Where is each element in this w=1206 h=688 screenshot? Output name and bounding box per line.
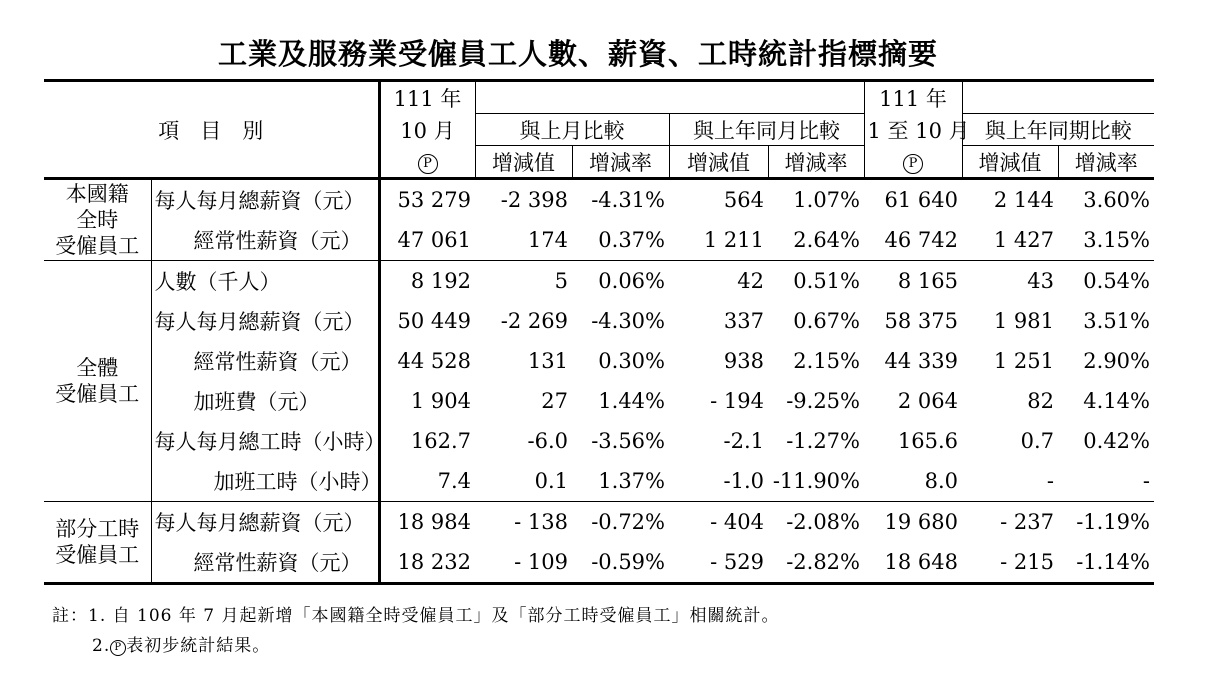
header-period2-line1: 111 年 bbox=[864, 81, 962, 114]
prelim-circle-icon: P bbox=[903, 154, 923, 174]
cell-value: 18 232 bbox=[397, 550, 471, 574]
cell-ytd-rate: 3.15% bbox=[1083, 228, 1150, 252]
group-label-all-employees bbox=[44, 261, 151, 502]
cell-yoy-rate: -9.25% bbox=[786, 389, 860, 413]
row-label: 人數（千人） bbox=[151, 261, 379, 302]
cell-value: 50 449 bbox=[397, 309, 471, 333]
footnote-2 bbox=[92, 631, 270, 656]
summary-table bbox=[44, 79, 1154, 585]
cell-ytd-val: 1 427 bbox=[993, 228, 1054, 252]
footnote-1: 註：1. 自 106 年 7 月起新增「本國籍全時受僱員工」及「部分工時受僱員工」相關統計。 bbox=[52, 606, 780, 626]
header-row-1 bbox=[44, 81, 1154, 114]
prelim-mark-1 bbox=[379, 146, 475, 179]
summary-table-wrap bbox=[44, 79, 1154, 585]
cell-yoy-val: - 194 bbox=[710, 389, 764, 413]
cell-mom-rate: 0.06% bbox=[598, 269, 665, 293]
cell-mom-rate: 0.37% bbox=[598, 228, 665, 252]
cell-ytd: 18 648 bbox=[884, 550, 958, 574]
table-row bbox=[44, 542, 1154, 584]
cell-yoy-val: - 529 bbox=[710, 550, 764, 574]
group-label-line: 受僱員工 bbox=[55, 234, 140, 258]
table-row bbox=[44, 261, 1154, 302]
page-title: 工業及服務業受僱員工人數、薪資、工時統計指標摘要 bbox=[217, 37, 938, 71]
cell-mom-rate: -3.56% bbox=[591, 429, 665, 453]
cell-mom-val: 174 bbox=[527, 228, 568, 252]
cell-yoy-rate: 0.67% bbox=[793, 309, 860, 333]
row-label: 加班費（元） bbox=[151, 381, 379, 421]
cell-mom-val: -2 269 bbox=[500, 309, 568, 333]
cell-mom-rate: 0.30% bbox=[598, 349, 665, 373]
cell-mom-val: 131 bbox=[527, 349, 568, 373]
cell-ytd: 44 339 bbox=[884, 349, 958, 373]
cell-value: 53 279 bbox=[397, 188, 471, 212]
row-label: 每人每月總薪資（元） bbox=[151, 502, 379, 543]
header-chg-val-1: 增減值 bbox=[475, 146, 572, 179]
cell-yoy-rate: 0.51% bbox=[793, 269, 860, 293]
row-label: 加班工時（小時） bbox=[151, 461, 379, 502]
cell-ytd-rate: 0.42% bbox=[1083, 429, 1150, 453]
cell-ytd-rate: 4.14% bbox=[1083, 389, 1150, 413]
header-chg-rate-3: 增減率 bbox=[1074, 150, 1138, 175]
table-row bbox=[44, 461, 1154, 502]
cell-ytd: 61 640 bbox=[884, 188, 958, 212]
cell-ytd: 8 165 bbox=[897, 269, 958, 293]
cell-value: 162.7 bbox=[410, 429, 471, 453]
header-chg-rate-1: 增減率 bbox=[572, 146, 669, 179]
row-label: 經常性薪資（元） bbox=[151, 341, 379, 381]
cell-ytd: 46 742 bbox=[884, 228, 958, 252]
cell-ytd-val: 1 981 bbox=[993, 309, 1054, 333]
row-label: 每人每月總薪資（元） bbox=[151, 301, 379, 341]
prelim-circle-icon: P bbox=[418, 154, 438, 174]
group-label-line: 受僱員工 bbox=[55, 543, 140, 567]
header-period1-line2: 10 月 bbox=[379, 114, 475, 146]
cell-mom-rate: -4.30% bbox=[591, 309, 665, 333]
cell-ytd: 19 680 bbox=[884, 510, 958, 534]
cell-mom-rate: -0.59% bbox=[591, 550, 665, 574]
cell-yoy-rate: 2.15% bbox=[793, 349, 860, 373]
header-mom: 與上月比較 bbox=[475, 114, 669, 146]
cell-ytd-val: 43 bbox=[1027, 269, 1054, 293]
header-chg-rate-2: 增減率 bbox=[768, 146, 864, 179]
cell-ytd: 165.6 bbox=[897, 429, 958, 453]
cell-ytd-val: - bbox=[1046, 469, 1054, 493]
cell-mom-val: 27 bbox=[541, 389, 568, 413]
cell-mom-val: - 109 bbox=[514, 550, 568, 574]
cell-yoy-rate: 2.64% bbox=[793, 228, 860, 252]
cell-yoy-rate: -11.90% bbox=[772, 469, 860, 493]
cell-yoy-rate: -2.08% bbox=[786, 510, 860, 534]
header-period2-line2: 1 至 10 月 bbox=[864, 114, 962, 146]
cell-value: 18 984 bbox=[397, 510, 471, 534]
prelim-mark-2 bbox=[864, 146, 962, 179]
cell-yoy-val: -1.0 bbox=[723, 469, 764, 493]
header-spacer bbox=[475, 81, 864, 114]
group-label-line: 受僱員工 bbox=[55, 382, 140, 406]
cell-ytd-rate: 2.90% bbox=[1083, 349, 1150, 373]
cell-ytd-rate: 3.60% bbox=[1083, 188, 1150, 212]
cell-yoy-rate: -1.27% bbox=[786, 429, 860, 453]
cell-yoy-val: - 404 bbox=[710, 510, 764, 534]
table-row bbox=[44, 381, 1154, 421]
cell-mom-rate: 1.44% bbox=[598, 389, 665, 413]
cell-value: 8 192 bbox=[410, 269, 471, 293]
cell-mom-rate: -4.31% bbox=[591, 188, 665, 212]
cell-mom-rate: 1.37% bbox=[598, 469, 665, 493]
group-label-native-fulltime bbox=[44, 179, 151, 261]
cell-ytd-rate: 0.54% bbox=[1083, 269, 1150, 293]
header-item: 項 目 別 bbox=[44, 81, 379, 179]
cell-mom-val: 0.1 bbox=[534, 469, 568, 493]
cell-ytd-val: 82 bbox=[1027, 389, 1054, 413]
cell-ytd-rate: - bbox=[1142, 469, 1150, 493]
cell-yoy-val: 1 211 bbox=[703, 228, 764, 252]
header-chg-val-2: 增減值 bbox=[669, 146, 768, 179]
prelim-circle-icon: P bbox=[110, 640, 126, 656]
cell-value: 7.4 bbox=[437, 469, 471, 493]
cell-yoy-val: -2.1 bbox=[723, 429, 764, 453]
cell-value: 47 061 bbox=[397, 228, 471, 252]
cell-yoy-rate: -2.82% bbox=[786, 550, 860, 574]
cell-yoy-val: 564 bbox=[723, 188, 764, 212]
cell-yoy-val: 938 bbox=[723, 349, 764, 373]
cell-ytd-rate: 3.51% bbox=[1083, 309, 1150, 333]
cell-ytd-val: - 215 bbox=[1000, 550, 1054, 574]
row-label: 經常性薪資（元） bbox=[151, 220, 379, 261]
header-chg-val-3: 增減值 bbox=[962, 146, 1058, 179]
cell-ytd-val: 0.7 bbox=[1020, 429, 1054, 453]
row-label: 經常性薪資（元） bbox=[151, 542, 379, 584]
cell-ytd-rate: -1.14% bbox=[1076, 550, 1150, 574]
table-row bbox=[44, 421, 1154, 461]
cell-mom-val: - 138 bbox=[514, 510, 568, 534]
footnote-2-prefix: 2. bbox=[92, 636, 111, 656]
table-row bbox=[44, 220, 1154, 261]
group-label-line: 全體 bbox=[76, 356, 119, 380]
cell-mom-rate: -0.72% bbox=[591, 510, 665, 534]
header-yoy: 與上年同月比較 bbox=[669, 114, 864, 146]
cell-yoy-val: 337 bbox=[723, 309, 764, 333]
group-label-part-time bbox=[44, 502, 151, 584]
header-spacer-2 bbox=[962, 81, 1154, 114]
cell-mom-val: -6.0 bbox=[527, 429, 568, 453]
table-row bbox=[44, 341, 1154, 381]
cell-ytd-val: 2 144 bbox=[993, 188, 1054, 212]
group-label-line: 全時 bbox=[76, 208, 119, 232]
cell-yoy-val: 42 bbox=[737, 269, 764, 293]
table-row bbox=[44, 502, 1154, 543]
cell-ytd: 2 064 bbox=[897, 389, 958, 413]
row-label: 每人每月總工時（小時） bbox=[151, 421, 379, 461]
table-row bbox=[44, 301, 1154, 341]
cell-ytd: 58 375 bbox=[884, 309, 958, 333]
header-period1-line1: 111 年 bbox=[379, 81, 475, 114]
cell-ytd-val: 1 251 bbox=[993, 349, 1054, 373]
cell-ytd: 8.0 bbox=[924, 469, 958, 493]
cell-value: 44 528 bbox=[397, 349, 471, 373]
cell-mom-val: -2 398 bbox=[500, 188, 568, 212]
table-row bbox=[44, 179, 1154, 221]
footnote-2-text: 表初步統計結果。 bbox=[126, 636, 271, 656]
cell-value: 1 904 bbox=[410, 389, 471, 413]
cell-yoy-rate: 1.07% bbox=[793, 188, 860, 212]
group-label-line: 本國籍 bbox=[65, 182, 129, 206]
group-label-line: 部分工時 bbox=[55, 517, 140, 541]
cell-ytd-rate: -1.19% bbox=[1076, 510, 1150, 534]
header-ytd-cmp: 與上年同期比較 bbox=[962, 114, 1154, 146]
cell-mom-val: 5 bbox=[554, 269, 568, 293]
cell-ytd-val: - 237 bbox=[1000, 510, 1054, 534]
row-label: 每人每月總薪資（元） bbox=[151, 179, 379, 221]
